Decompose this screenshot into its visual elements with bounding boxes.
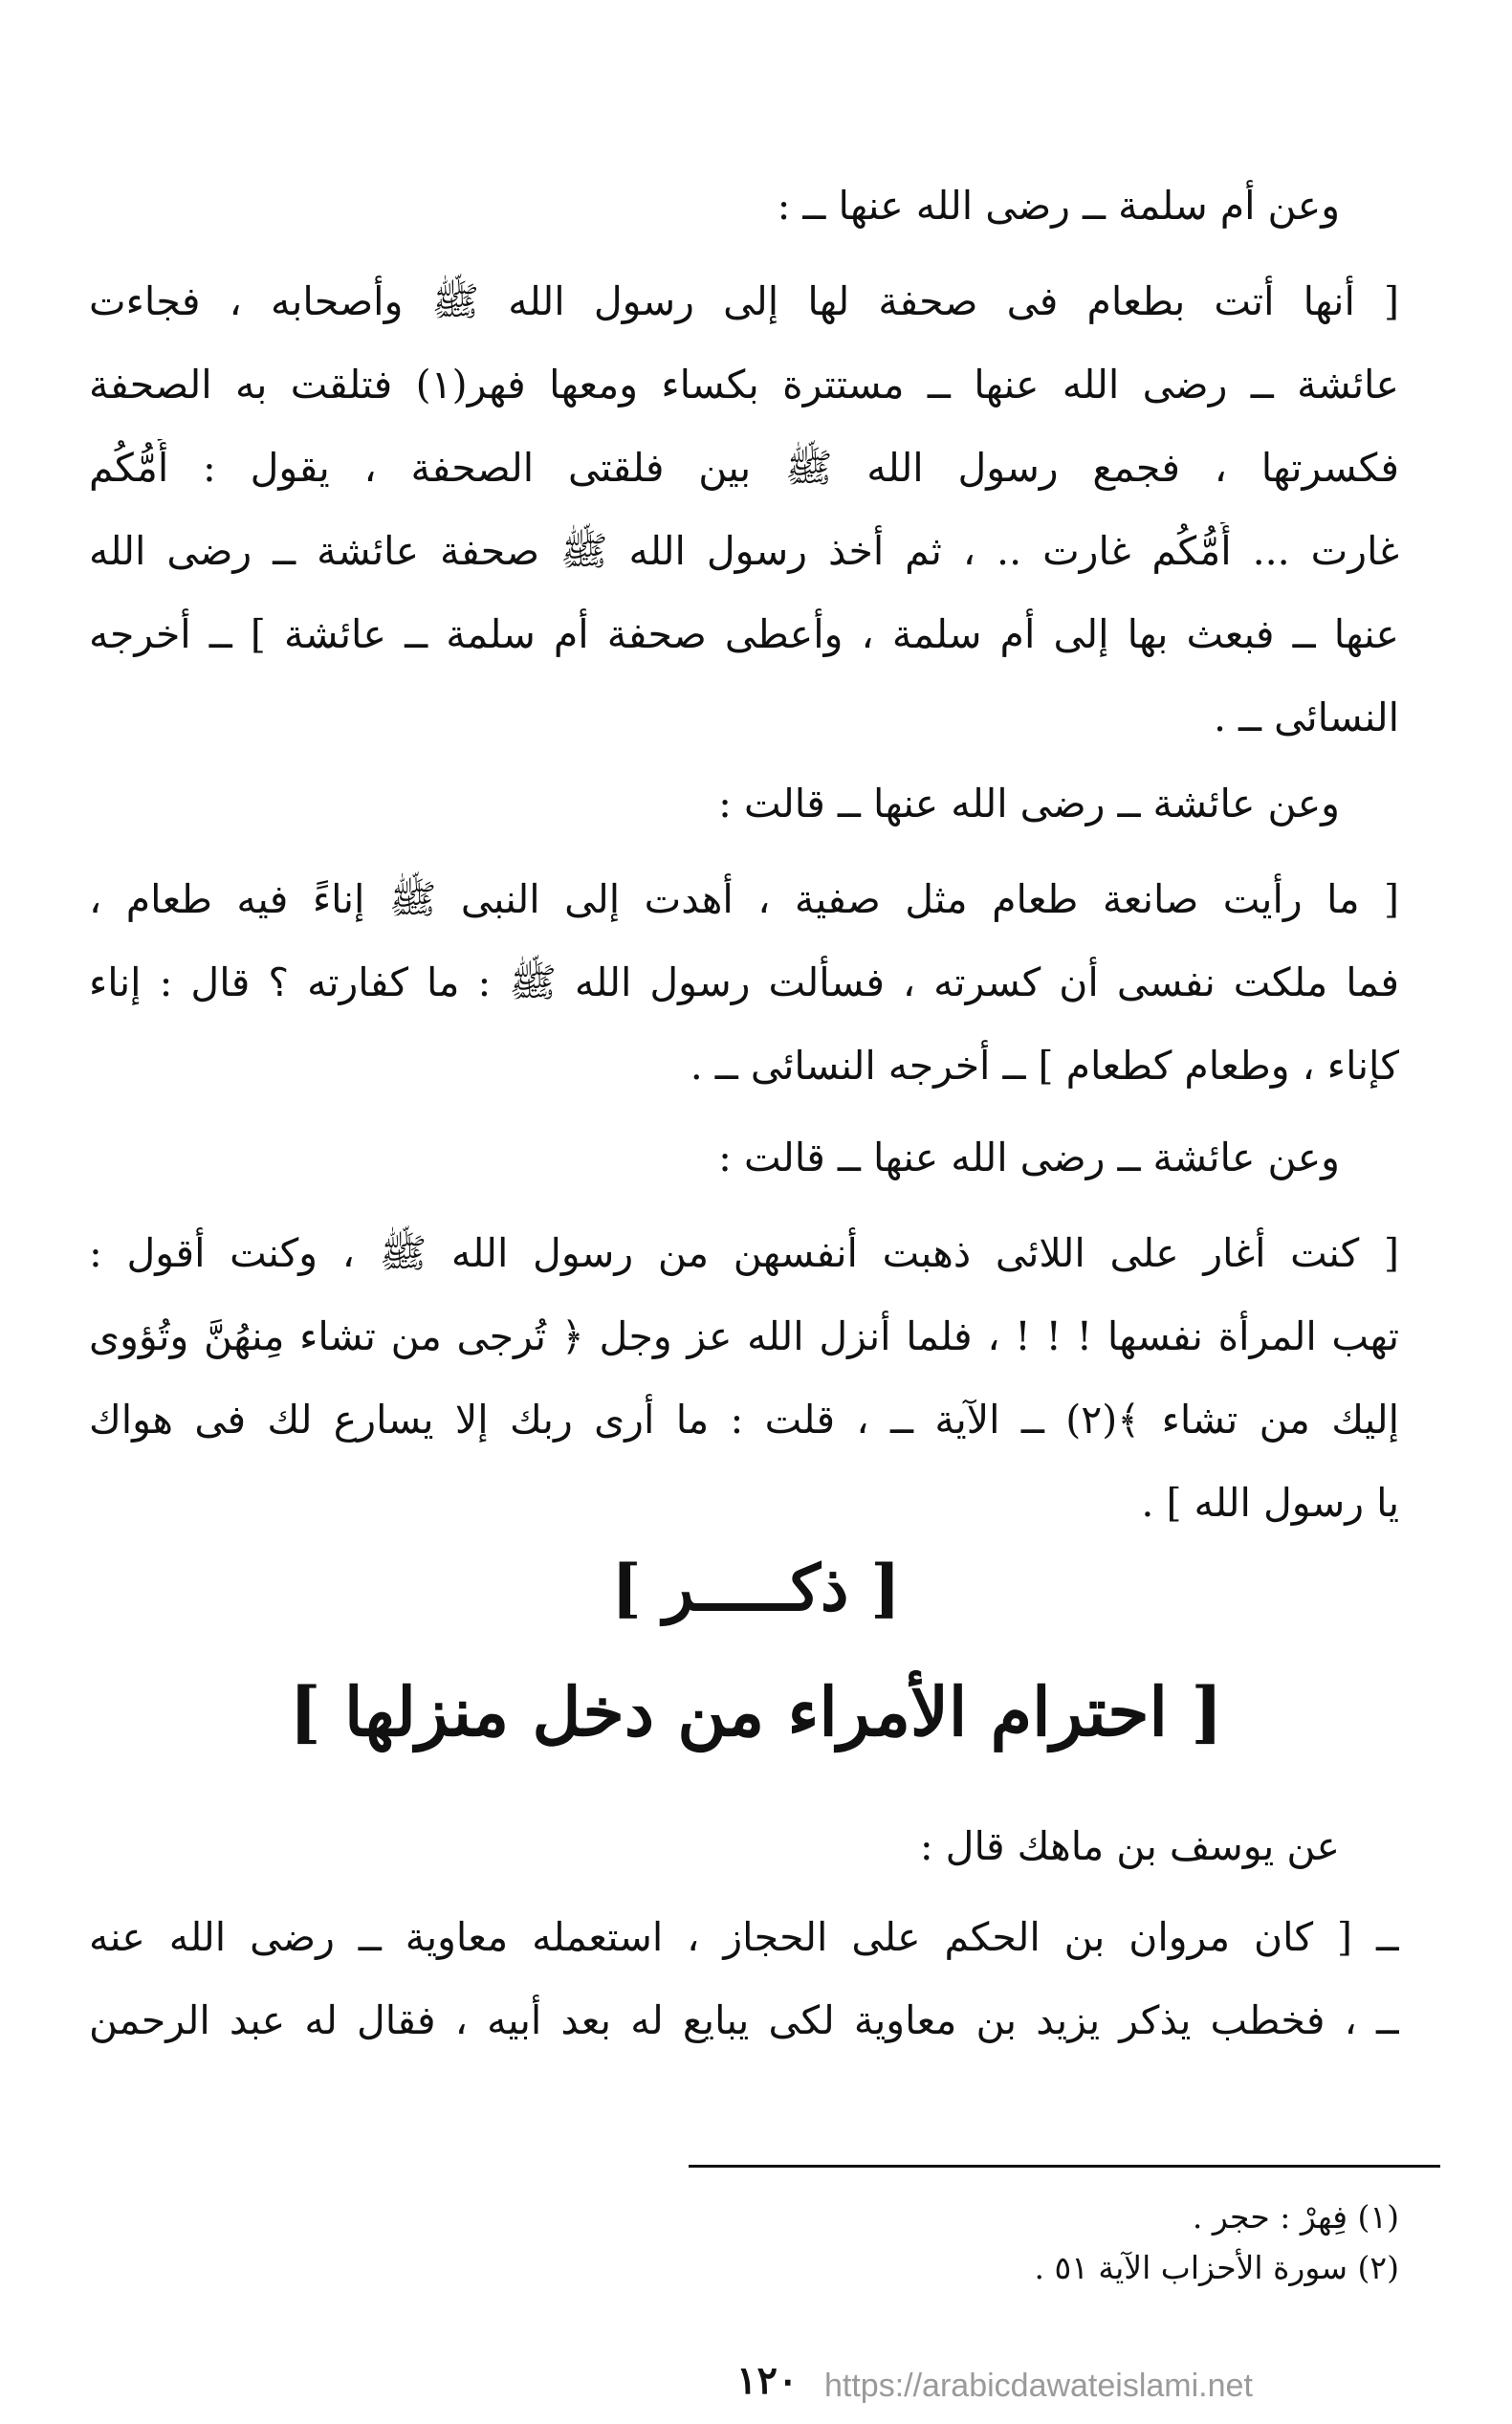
footnote-divider — [689, 2165, 1440, 2168]
paragraph-2-line-2: فما ملكت نفسى أن كسرته ، فسألت رسول الله ﷺ : ما كفارته ؟ قال : إناء — [89, 959, 1399, 1005]
paragraph-1-line-2: عائشة ــ رضى الله عنها ــ مستترة بكساء ومعها فهر(١) فتلقت به الصحفة — [89, 362, 1399, 408]
paragraph-1-line-1: [ أنها أتت بطعام فى صحفة لها إلى رسول الله ﷺ وأصحابه ، فجاءت — [89, 278, 1399, 324]
paragraph-2-line-1: [ ما رأيت صانعة طعام مثل صفية ، أهدت إلى النبى ﷺ إناءً فيه طعام ، — [89, 876, 1399, 922]
paragraph-2-intro: وعن عائشة ــ رضى الله عنها ــ قالت : — [718, 781, 1340, 826]
paragraph-2-line-3: كإناء ، وطعام كطعام ] ــ أخرجه النسائى ــ . — [690, 1043, 1399, 1089]
paragraph-3-intro: وعن عائشة ــ رضى الله عنها ــ قالت : — [718, 1135, 1340, 1180]
paragraph-1-line-3: فكسرتها ، فجمع رسول الله ﷺ بين فلقتى الصحفة ، يقول : أُمُّكُم — [89, 445, 1399, 491]
paragraph-1-line-4: غارت ... أُمُّكُم غارت .. ، ثم أخذ رسول الله ﷺ صحفة عائشة ــ رضى الله — [89, 528, 1399, 574]
section-heading: [ ذكـــــر ] — [611, 1551, 901, 1625]
paragraph-3-line-3: إليك من تشاء ﴾(٢) ــ الآية ــ ، قلت : ما أرى ربك إلا يسارع لك فى هواك — [89, 1397, 1399, 1443]
paragraph-3-line-1: [ كنت أغار على اللائى ذهبت أنفسهن من رسول الله ﷺ ، وكنت أقول : — [89, 1230, 1399, 1276]
watermark-url: https://arabicdawateislami.net — [824, 2368, 1253, 2404]
footnote-1: (١) فِهرْ : حجر . — [1192, 2198, 1399, 2236]
paragraph-4-line-1: ــ [ كان مروان بن الحكم على الحجاز ، استعمله معاوية ــ رضى الله عنه — [89, 1914, 1399, 1960]
paragraph-4-line-2: ــ ، فخطب يذكر يزيد بن معاوية لكى يبايع له بعد أبيه ، فقال له عبد الرحمن — [89, 1997, 1399, 2043]
paragraph-1-line-6: النسائى ــ . — [1213, 694, 1399, 740]
footnote-2: (٢) سورة الأحزاب الآية ٥١ . — [1034, 2249, 1399, 2286]
paragraph-3-line-4: يا رسول الله ] . — [1141, 1480, 1399, 1526]
paragraph-3-line-2: تهب المرأة نفسها ! ! ! ، فلما أنزل الله عز وجل ﴿ تُرجى من تشاء مِنهُنَّ وتُؤوى — [89, 1313, 1399, 1359]
section-subheading: [ احترام الأمراء من دخل منزلها ] — [289, 1672, 1223, 1752]
paragraph-4-intro: عن يوسف بن ماهك قال : — [919, 1823, 1340, 1869]
paragraph-1-intro: وعن أم سلمة ــ رضى الله عنها ــ : — [777, 183, 1340, 229]
paragraph-1-line-5: عنها ــ فبعث بها إلى أم سلمة ، وأعطى صحفة أم سلمة ــ عائشة ] ــ أخرجه — [89, 611, 1399, 657]
page-number: ١٢٠ — [736, 2358, 799, 2403]
